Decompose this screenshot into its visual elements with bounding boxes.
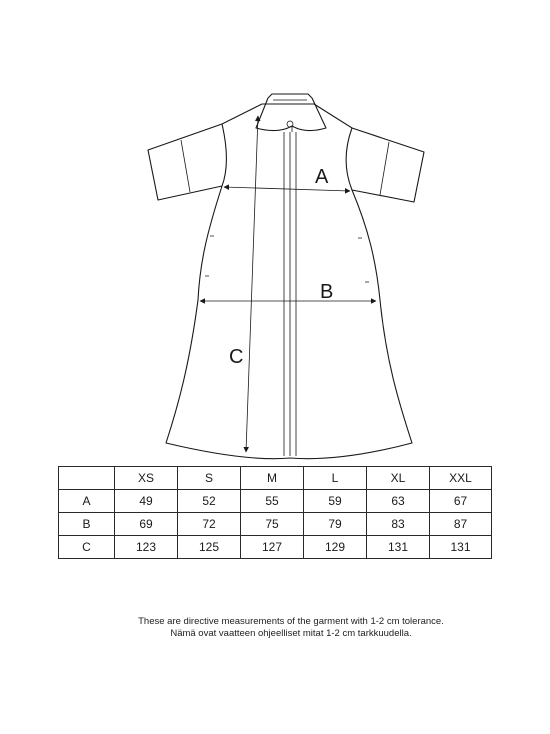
- table-cell: 83: [367, 513, 430, 536]
- measure-a-label: A: [315, 166, 329, 188]
- row-label: B: [59, 513, 115, 536]
- size-chart-table: [58, 466, 492, 559]
- table-cell: 52: [178, 490, 241, 513]
- table-cell: 131: [430, 536, 492, 559]
- collar: [256, 94, 326, 131]
- measure-b-label: B: [320, 281, 334, 303]
- button-placket: [284, 132, 296, 456]
- right-sleeve: [352, 128, 424, 202]
- corner-cell: [59, 467, 115, 490]
- size-header-s: S: [178, 467, 241, 490]
- size-header-xl: XL: [367, 467, 430, 490]
- right-sleeve-cuff: [380, 142, 389, 195]
- table-cell: 59: [304, 490, 367, 513]
- size-header-xs: XS: [115, 467, 178, 490]
- table-cell: 129: [304, 536, 367, 559]
- table-row: [59, 513, 492, 536]
- table-cell: 125: [178, 536, 241, 559]
- measure-c-label: C: [229, 346, 244, 368]
- size-header-l: L: [304, 467, 367, 490]
- side-seam-notches: [205, 236, 369, 282]
- table-row: [59, 536, 492, 559]
- row-label: C: [59, 536, 115, 559]
- table-cell: 69: [115, 513, 178, 536]
- row-label: A: [59, 490, 115, 513]
- size-header-xxl: XXL: [430, 467, 492, 490]
- collar-button: [287, 121, 293, 127]
- left-sleeve-cuff: [181, 140, 190, 192]
- measure-c-line: [246, 116, 258, 452]
- table-cell: 131: [367, 536, 430, 559]
- table-cell: 79: [304, 513, 367, 536]
- tolerance-note-finnish: Nämä ovat vaatteen ohjeelliset mitat 1-2 cm tarkkuudella.: [170, 628, 412, 639]
- table-cell: 123: [115, 536, 178, 559]
- table-row: [59, 490, 492, 513]
- table-cell: 72: [178, 513, 241, 536]
- tolerance-note-english: These are directive measurements of the garment with 1-2 cm tolerance.: [138, 616, 444, 627]
- table-cell: 55: [241, 490, 304, 513]
- table-cell: 49: [115, 490, 178, 513]
- table-cell: 87: [430, 513, 492, 536]
- dress-body-outline: [166, 104, 412, 459]
- table-cell: 75: [241, 513, 304, 536]
- size-header-row: [59, 467, 492, 490]
- measure-a-line: [224, 187, 350, 191]
- size-header-m: M: [241, 467, 304, 490]
- table-cell: 127: [241, 536, 304, 559]
- table-cell: 67: [430, 490, 492, 513]
- table-cell: 63: [367, 490, 430, 513]
